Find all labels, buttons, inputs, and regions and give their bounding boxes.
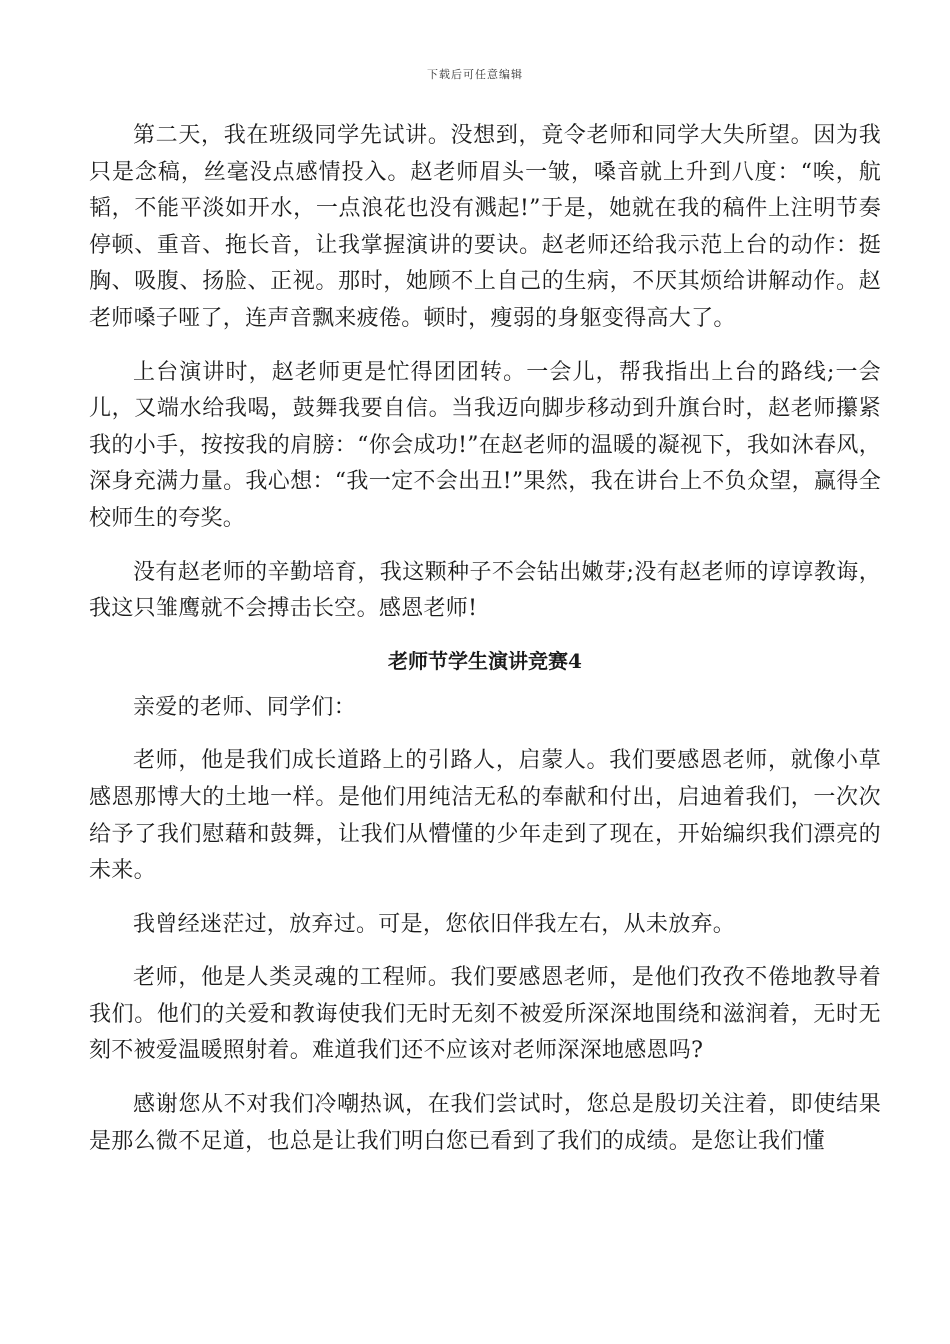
paragraph: 我曾经迷茫过，放弃过。可是，您依旧伴我左右，从未放弃。	[133, 911, 736, 937]
paragraph: 感谢您从不对我们冷嘲热讽，在我们尝试时，您总是殷切关注着，即使结果是那么微不足道，也总是让我们明白您已看到了我们的成绩。是您让我们懂	[89, 1092, 881, 1154]
page-header: 下载后可任意编辑	[427, 68, 523, 81]
paragraph: 老师，他是我们成长道路上的引路人，启蒙人。我们要感恩老师，就像小草感恩那博大的土地一样。是他们用纯洁无私的奉献和付出，启迪着我们，一次次给予了我们慰藉和鼓舞，让我们从懵懂的少年走到了现在，开始编织我们漂亮的未来。	[89, 748, 881, 884]
paragraph: 第二天，我在班级同学先试讲。没想到，竟令老师和同学大失所望。因为我只是念稿，丝毫没点感情投入。赵老师眉头一皱，嗓音就上升到八度：“唉，航韬，不能平淡如开水，一点浪花也没有溅起!”于是，她就在我的稿件上注明节奏停顿、重音、拖长音，让我掌握演讲的要诀。赵老师还给我示范上台的动作：挺胸、吸腹、扬脸、正视。那时，她顾不上自己的生病，不厌其烦给讲解动作。赵老师嗓子哑了，连声音飘来疲倦。顿时，瘦弱的身躯变得高大了。	[89, 123, 881, 331]
paragraph: 上台演讲时，赵老师更是忙得团团转。一会儿，帮我指出上台的路线;一会儿，又端水给我喝，鼓舞我要自信。当我迈向脚步移动到升旗台时，赵老师攥紧我的小手，按按我的肩膀：“你会成功!”在赵老师的温暖的凝视下，我如沐春风，深身充满力量。我心想：“我一定不会出丑!”果然，我在讲台上不负众望，赢得全校师生的夸奖。	[89, 359, 881, 531]
section-title: 老师节学生演讲竞赛4	[388, 648, 582, 673]
salutation: 亲爱的老师、同学们：	[133, 694, 357, 720]
paragraph: 没有赵老师的辛勤培育，我这颗种子不会钻出嫩芽;没有赵老师的谆谆教诲，我这只雏鹰就不会搏击长空。感恩老师!	[89, 559, 881, 622]
paragraph: 老师，他是人类灵魂的工程师。我们要感恩老师，是他们孜孜不倦地教导着我们。他们的关爱和教诲使我们无时无刻不被爱所深深地围绕和滋润着，无时无刻不被爱温暖照射着。难道我们还不应该对老师深深地感恩吗?	[89, 965, 881, 1064]
document-body	[89, 118, 881, 1177]
